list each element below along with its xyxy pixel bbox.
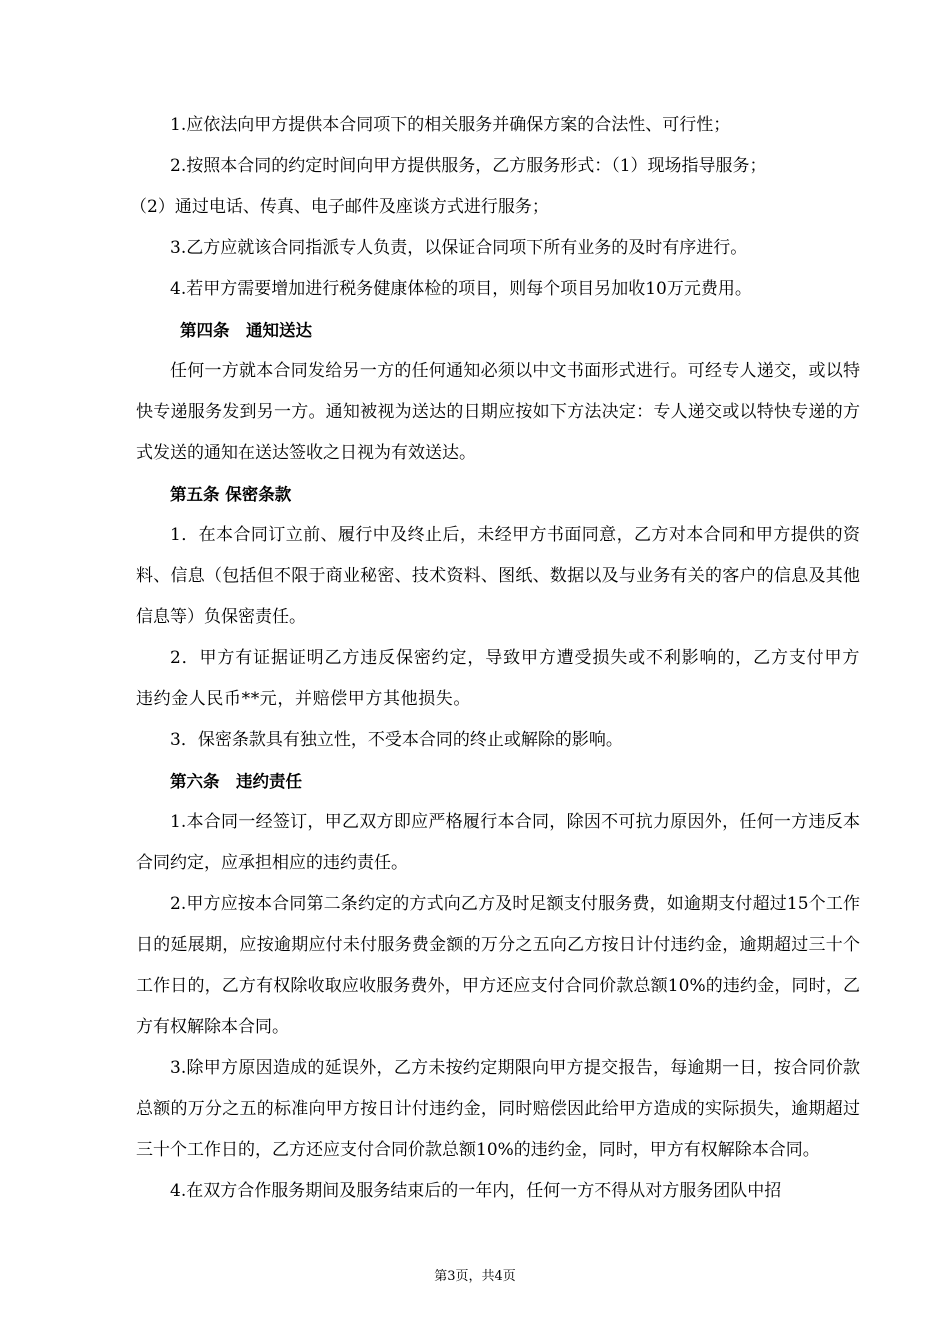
clause-5-item-2: 2．甲方有证据证明乙方违反保密约定，导致甲方遭受损失或不利影响的，乙方支付甲方违约金人民币**元，并赔偿甲方其他损失。: [136, 648, 860, 709]
clause-5-item-3: 3．保密条款具有独立性，不受本合同的终止或解除的影响。: [170, 730, 623, 750]
clause-3-item-1: 1.应依法向甲方提供本合同项下的相关服务并确保方案的合法性、可行性；: [170, 115, 731, 135]
clause-6-item-4: 4.在双方合作服务期间及服务结束后的一年内，任何一方不得从对方服务团队中招: [170, 1181, 782, 1201]
clause-3-item-3: 3.乙方应就该合同指派专人负责，以保证合同项下所有业务的及时有序进行。: [170, 238, 748, 258]
clause-4-body: 任何一方就本合同发给另一方的任何通知必须以中文书面形式进行。可经专人递交，或以特快专递服务发到另一方。通知被视为送达的日期应按如下方法决定：专人递交或以特快专递的方式发送的通知在送达签收之日视为有效送达。: [136, 361, 860, 463]
clause-3-item-4: 4.若甲方需要增加进行税务健康体检的项目，则每个项目另加收10万元费用。: [170, 279, 752, 299]
page-footer: [0, 1267, 950, 1287]
clause-6-heading: 第六条 违约责任: [170, 772, 302, 791]
document-body: [130, 105, 860, 1212]
clause-4-heading: 第四条 通知送达: [180, 321, 312, 340]
clause-6-item-1: 1.本合同一经签订，甲乙双方即应严格履行本合同，除因不可抗力原因外，任何一方违反本合同约定，应承担相应的违约责任。: [136, 812, 860, 873]
clause-3-item-2: 2.按照本合同的约定时间向甲方提供服务，乙方服务形式：（1）现场指导服务；: [170, 156, 767, 176]
clause-3-item-2-cont: （2）通过电话、传真、电子邮件及座谈方式进行服务；: [130, 197, 549, 217]
page-number-label: 第3页，共4页: [434, 1269, 516, 1284]
clause-5-item-1: 1．在本合同订立前、履行中及终止后，未经甲方书面同意，乙方对本合同和甲方提供的资料、信息（包括但不限于商业秘密、技术资料、图纸、数据以及与业务有关的客户的信息及其他信息等）负保密责任。: [136, 525, 860, 627]
clause-6-item-3: 3.除甲方原因造成的延误外，乙方未按约定期限向甲方提交报告，每逾期一日，按合同价款总额的万分之五的标准向甲方按日计付违约金，同时赔偿因此给甲方造成的实际损失，逾期超过三十个工作日的，乙方还应支付合同价款总额10%的违约金，同时，甲方有权解除本合同。: [136, 1058, 860, 1160]
clause-6-item-2: 2.甲方应按本合同第二条约定的方式向乙方及时足额支付服务费，如逾期支付超过15个工作日的延展期，应按逾期应付未付服务费金额的万分之五向乙方按日计付违约金，逾期超过三十个工作日的，乙方有权除收取应收服务费外，甲方还应支付合同价款总额10%的违约金，同时，乙方有权解除本合同。: [136, 894, 860, 1037]
clause-5-heading: 第五条 保密条款: [170, 485, 292, 504]
